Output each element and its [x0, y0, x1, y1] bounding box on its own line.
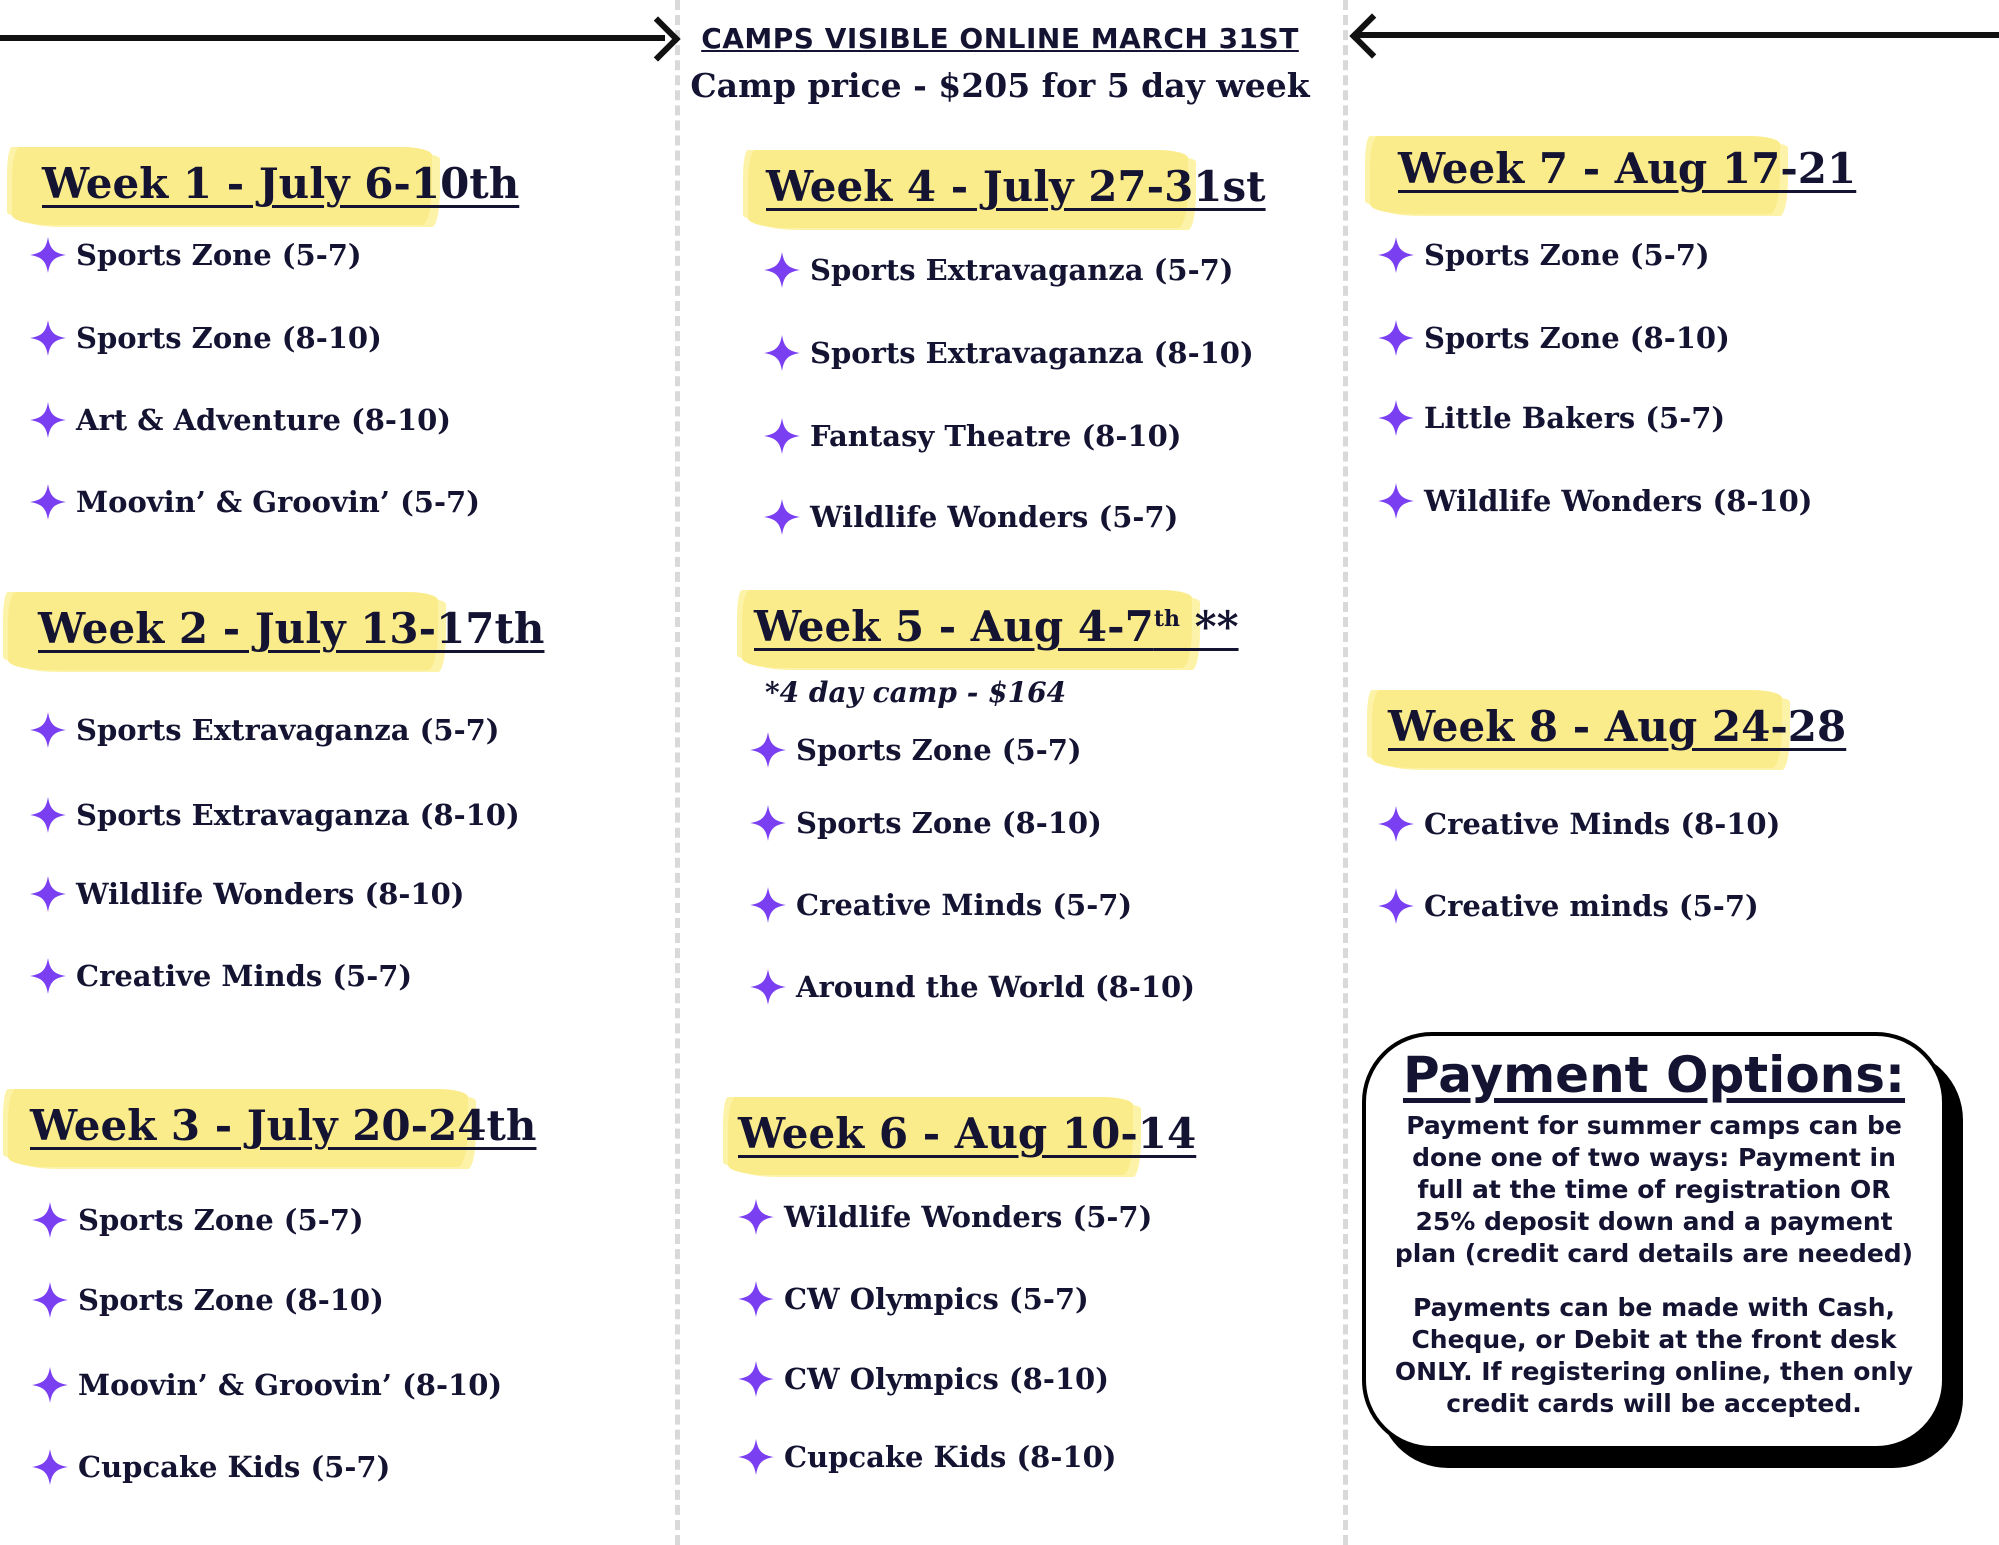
- list-item: CW Olympics (8-10): [736, 1359, 1109, 1399]
- star-icon: [28, 400, 68, 440]
- week-3-banner: [8, 1089, 537, 1167]
- week-2-banner: [8, 592, 545, 670]
- star-icon: [28, 710, 68, 750]
- list-item: Creative Minds (8-10): [1376, 804, 1780, 844]
- list-item: Sports Zone (8-10): [30, 1280, 384, 1320]
- star-icon: [30, 1447, 70, 1487]
- week-3-title: Week 3 - July 20-24th: [30, 1101, 537, 1150]
- column-divider-right: [1343, 0, 1348, 1545]
- list-item: Around the World (8-10): [748, 967, 1195, 1007]
- list-item: Little Bakers (5-7): [1376, 398, 1725, 438]
- list-item: Wildlife Wonders (8-10): [1376, 481, 1813, 521]
- list-item: Creative minds (5-7): [1376, 886, 1759, 926]
- list-item: Sports Extravaganza (8-10): [762, 333, 1254, 373]
- star-icon: [736, 1279, 776, 1319]
- star-icon: [1376, 398, 1416, 438]
- week-6-title: Week 6 - Aug 10-14: [738, 1109, 1197, 1158]
- star-icon: [762, 333, 802, 373]
- list-item: Sports Zone (5-7): [748, 730, 1082, 770]
- list-item: Art & Adventure (8-10): [28, 400, 451, 440]
- week-7-banner: [1370, 136, 1857, 214]
- star-icon: [762, 250, 802, 290]
- star-icon: [748, 885, 788, 925]
- week-6-banner: [728, 1097, 1197, 1175]
- list-item: Sports Zone (5-7): [30, 1200, 364, 1240]
- week-8-banner: [1372, 690, 1847, 768]
- list-item: Wildlife Wonders (5-7): [736, 1197, 1152, 1237]
- column-divider-left: [675, 0, 680, 1545]
- star-icon: [1376, 804, 1416, 844]
- star-icon: [762, 497, 802, 537]
- payment-title: Payment Options:: [1402, 1046, 1906, 1104]
- star-icon: [30, 1280, 70, 1320]
- star-icon: [30, 1200, 70, 1240]
- week-5-note: *4 day camp - $164: [765, 676, 1067, 709]
- star-icon: [736, 1437, 776, 1477]
- star-icon: [762, 416, 802, 456]
- list-item: Cupcake Kids (8-10): [736, 1437, 1116, 1477]
- week-1-title: Week 1 - July 6-10th: [42, 159, 520, 208]
- list-item: Moovin’ & Groovin’ (8-10): [30, 1365, 502, 1405]
- visible-notice: CAMPS VISIBLE ONLINE MARCH 31ST: [701, 22, 1299, 55]
- week-8-title: Week 8 - Aug 24-28: [1388, 702, 1847, 751]
- star-icon: [736, 1197, 776, 1237]
- star-icon: [1376, 886, 1416, 926]
- payment-paragraph-2: Payments can be made with Cash, Cheque, or Debit at the front desk ONLY. If registering online, then only credit cards will be accepted.: [1394, 1293, 1914, 1418]
- arrow-left-line: [1354, 32, 1999, 38]
- list-item: Cupcake Kids (5-7): [30, 1447, 390, 1487]
- star-icon: [28, 482, 68, 522]
- week-5-banner: [742, 590, 1239, 668]
- list-item: Sports Extravaganza (5-7): [762, 250, 1234, 290]
- list-item: Wildlife Wonders (8-10): [28, 874, 465, 914]
- week-4-title: Week 4 - July 27-31st: [766, 162, 1266, 211]
- arrow-right-icon: [635, 16, 680, 61]
- star-icon: [748, 730, 788, 770]
- star-icon: [1376, 235, 1416, 275]
- star-icon: [28, 318, 68, 358]
- star-icon: [748, 803, 788, 843]
- star-icon: [748, 967, 788, 1007]
- list-item: Sports Zone (5-7): [28, 235, 362, 275]
- list-item: Creative Minds (5-7): [748, 885, 1132, 925]
- list-item: Fantasy Theatre (8-10): [762, 416, 1181, 456]
- star-icon: [28, 795, 68, 835]
- arrow-right-line: [0, 35, 665, 41]
- star-icon: [28, 874, 68, 914]
- week-7-title: Week 7 - Aug 17-21: [1398, 144, 1857, 193]
- week-4-banner: [748, 150, 1266, 228]
- list-item: Sports Zone (8-10): [1376, 318, 1730, 358]
- list-item: Sports Extravaganza (5-7): [28, 710, 500, 750]
- list-item: Sports Zone (5-7): [1376, 235, 1710, 275]
- week-1-banner: [12, 147, 520, 225]
- list-item: Wildlife Wonders (5-7): [762, 497, 1178, 537]
- list-item: CW Olympics (5-7): [736, 1279, 1089, 1319]
- star-icon: [1376, 481, 1416, 521]
- payment-options-box: [1362, 1032, 1946, 1450]
- payment-paragraph-1: Payment for summer camps can be done one of two ways: Payment in full at the time of registration OR 25% deposit down and a payment plan (credit card details are needed): [1394, 1111, 1914, 1268]
- list-item: Sports Zone (8-10): [748, 803, 1102, 843]
- star-icon: [28, 235, 68, 275]
- arrow-left-icon: [1349, 13, 1394, 58]
- star-icon: [1376, 318, 1416, 358]
- camp-price: Camp price - $205 for 5 day week: [690, 66, 1310, 105]
- list-item: Sports Zone (8-10): [28, 318, 382, 358]
- list-item: Creative Minds (5-7): [28, 956, 412, 996]
- list-item: Moovin’ & Groovin’ (5-7): [28, 482, 480, 522]
- star-icon: [28, 956, 68, 996]
- week-2-title: Week 2 - July 13-17th: [38, 604, 545, 653]
- star-icon: [736, 1359, 776, 1399]
- list-item: Sports Extravaganza (8-10): [28, 795, 520, 835]
- star-icon: [30, 1365, 70, 1405]
- week-5-title: Week 5 - Aug 4-7th **: [754, 602, 1239, 651]
